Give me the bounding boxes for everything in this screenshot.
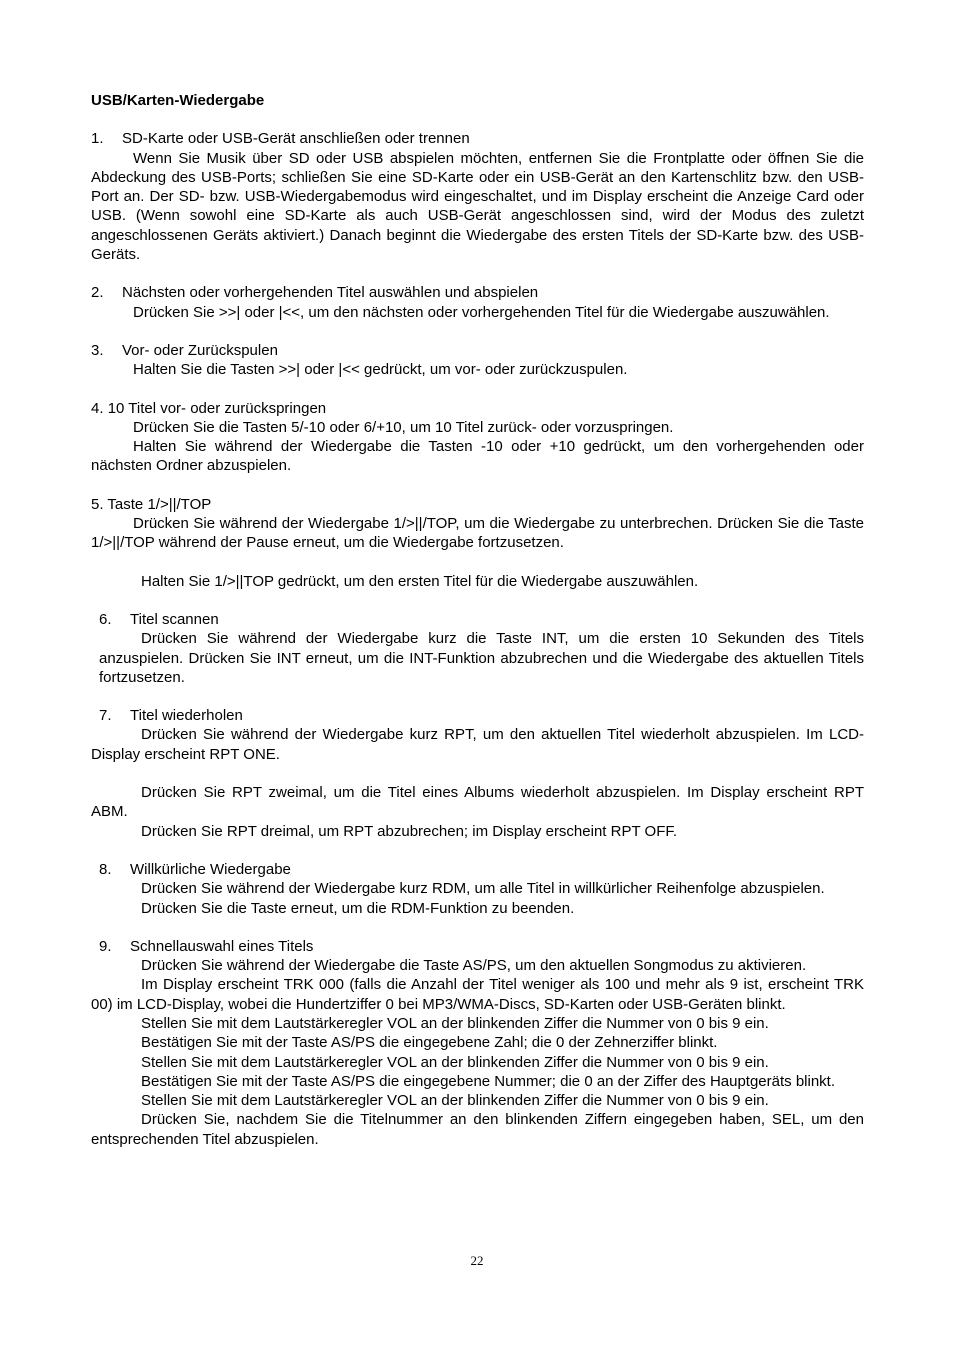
section-heading xyxy=(91,399,864,418)
paragraph: Drücken Sie während der Wiedergabe kurz RDM, um alle Titel in willkürlicher Reihenfolge abzuspielen. xyxy=(141,880,825,898)
paragraph: Drücken Sie, nachdem Sie die Titelnummer an den blinkenden Ziffern eingegeben haben, SEL, um den entsprechenden Titel abzuspielen. xyxy=(91,1111,864,1148)
paragraph: Stellen Sie mit dem Lautstärkeregler VOL an der blinkenden Ziffer die Nummer von 0 bis 9 ein. xyxy=(141,1053,769,1071)
document-title: USB/Karten-Wiedergabe xyxy=(91,92,265,109)
section-number: 1. xyxy=(91,130,104,148)
section-heading-text: SD-Karte oder USB-Gerät anschließen oder trennen xyxy=(122,130,470,148)
section-heading xyxy=(91,610,864,629)
section-heading xyxy=(91,860,864,879)
paragraph: Bestätigen Sie mit der Taste AS/PS die eingegebene Zahl; die 0 der Zehnerziffer blinkt. xyxy=(141,1034,718,1052)
section-number: 7. xyxy=(99,707,112,725)
section-heading xyxy=(91,706,864,725)
paragraph: Bestätigen Sie mit der Taste AS/PS die eingegebene Nummer; die 0 an der Ziffer des Hauptgeräts blinkt. xyxy=(141,1072,836,1090)
page-number: 22 xyxy=(470,1253,484,1268)
section-5 xyxy=(91,495,864,591)
paragraph: Im Display erscheint TRK 000 (falls die Anzahl der Titel weniger als 100 und mehr als 9 ist, erscheint TRK 00) im LCD-Display, wobei die Hundertziffer 0 bei MP3/WMA-Discs, SD-Karten oder USB-Geräten blinkt. xyxy=(91,976,864,1013)
section-heading-text: Titel wiederholen xyxy=(130,707,243,725)
section-7 xyxy=(91,706,864,841)
section-2 xyxy=(91,283,864,322)
paragraph: Drücken Sie während der Wiedergabe 1/>||/TOP, um die Wiedergabe zu unterbrechen. Drücken Sie die Taste 1/>||/TOP während der Pause erneut, um die Wiedergabe fortzusetzen. xyxy=(91,515,864,552)
section-number: 6. xyxy=(99,610,112,628)
paragraph: Stellen Sie mit dem Lautstärkeregler VOL an der blinkenden Ziffer die Nummer von 0 bis 9 ein. xyxy=(141,1014,769,1032)
section-number: 2. xyxy=(91,284,104,302)
paragraph: Drücken Sie während der Wiedergabe kurz die Taste INT, um die ersten 10 Sekunden des Titels anzuspielen. Drücken Sie INT erneut, um die INT-Funktion abzubrechen und die Wiedergabe des aktuellen Titels fortzusetzen. xyxy=(99,630,864,686)
section-heading-text: Nächsten oder vorhergehenden Titel auswählen und abspielen xyxy=(122,284,539,302)
section-4 xyxy=(91,399,864,476)
paragraph: Drücken Sie RPT dreimal, um RPT abzubrechen; im Display erscheint RPT OFF. xyxy=(141,822,678,840)
paragraph: Drücken Sie während der Wiedergabe kurz RPT, um den aktuellen Titel wiederholt abzuspielen. Im LCD-Display erscheint RPT ONE. xyxy=(91,726,864,763)
section-number: 4. xyxy=(91,399,104,417)
section-heading xyxy=(91,937,864,956)
paragraph: Wenn Sie Musik über SD oder USB abspielen möchten, entfernen Sie die Frontplatte oder öffnen Sie die Abdeckung des USB-Ports; schließen Sie eine SD-Karte oder ein USB-Gerät an den Kartenschlitz bzw. den USB-Port an. Der SD- bzw. USB-Wiedergabemodus wird eingeschaltet, und im Display erscheint die Anzeige Card oder USB. (Wenn sowohl eine SD-Karte als auch USB-Gerät angeschlossen sind, wird der Modus des zuletzt angeschlossenen Geräts aktiviert.) Danach beginnt die Wiedergabe des ersten Titels der SD-Karte bzw. des USB-Geräts. xyxy=(91,149,864,264)
section-heading xyxy=(91,283,864,302)
section-1 xyxy=(91,129,864,264)
section-heading xyxy=(91,341,864,360)
document-page xyxy=(91,91,864,1168)
section-number: 3. xyxy=(91,341,104,359)
section-heading-text: Vor- oder Zurückspulen xyxy=(122,341,278,359)
paragraph: Halten Sie während der Wiedergabe die Tasten -10 oder +10 gedrückt, um den vorhergehenden oder nächsten Ordner abzuspielen. xyxy=(91,438,864,475)
paragraph: Halten Sie 1/>||TOP gedrückt, um den ersten Titel für die Wiedergabe auszuwählen. xyxy=(141,572,699,590)
section-6 xyxy=(91,610,864,687)
paragraph: Drücken Sie RPT zweimal, um die Titel eines Albums wiederholt abzuspielen. Im Display erscheint RPT ABM. xyxy=(91,784,864,821)
section-heading-text: Schnellauswahl eines Titels xyxy=(130,937,314,955)
paragraph: Drücken Sie die Taste erneut, um die RDM-Funktion zu beenden. xyxy=(141,899,575,917)
section-8 xyxy=(91,860,864,918)
section-9 xyxy=(91,937,864,1149)
section-number: 5. xyxy=(91,495,104,513)
section-number: 8. xyxy=(99,860,112,878)
section-heading-text: Willkürliche Wiedergabe xyxy=(130,860,291,878)
section-3 xyxy=(91,341,864,380)
paragraph: Stellen Sie mit dem Lautstärkeregler VOL an der blinkenden Ziffer die Nummer von 0 bis 9 ein. xyxy=(141,1092,769,1110)
section-heading-text: Titel scannen xyxy=(130,610,219,628)
section-number: 9. xyxy=(99,937,112,955)
paragraph: Halten Sie die Tasten >>| oder |<< gedrückt, um vor- oder zurückzuspulen. xyxy=(133,361,628,379)
spacer xyxy=(91,764,864,783)
paragraph: Drücken Sie >>| oder |<<, um den nächsten oder vorhergehenden Titel für die Wiedergabe auszuwählen. xyxy=(133,303,830,321)
section-heading-text: 10 Titel vor- oder zurückspringen xyxy=(107,399,327,417)
paragraph: Drücken Sie die Tasten 5/-10 oder 6/+10, um 10 Titel zurück- oder vorzuspringen. xyxy=(133,418,674,436)
section-heading xyxy=(91,495,864,514)
spacer xyxy=(91,553,864,572)
section-heading-text: Taste 1/>||/TOP xyxy=(107,495,212,513)
section-heading xyxy=(91,129,864,148)
paragraph: Drücken Sie während der Wiedergabe die Taste AS/PS, um den aktuellen Songmodus zu aktivieren. xyxy=(141,957,807,975)
